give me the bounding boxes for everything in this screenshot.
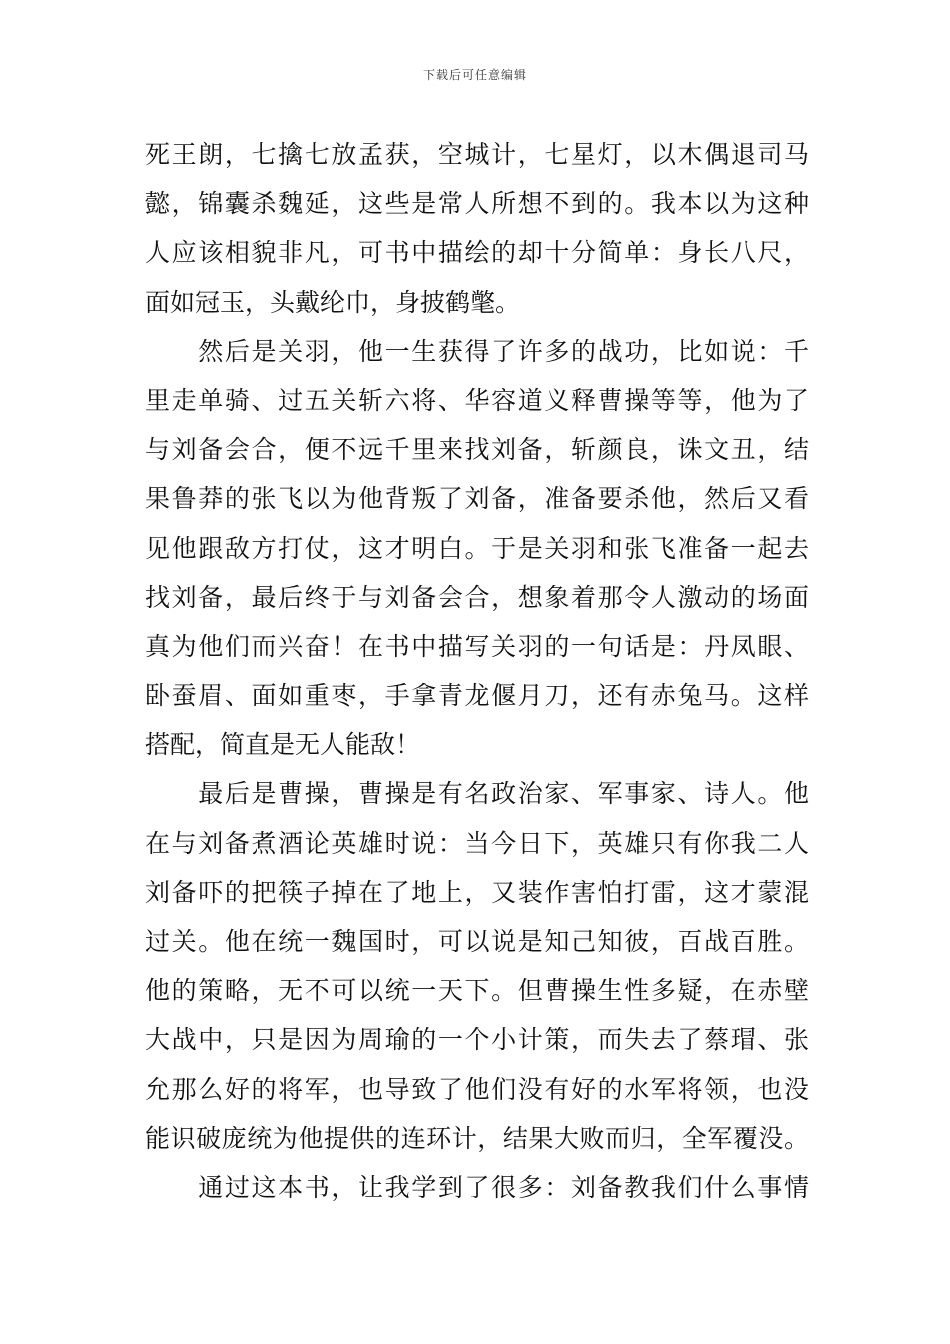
text-line: 果鲁莽的张飞以为他背叛了刘备，准备要杀他，然后又看 [145, 484, 809, 514]
text-line: 真为他们而兴奋！在书中描写关羽的一句话是：丹凤眼、 [145, 631, 809, 661]
text-line: 通过这本书，让我学到了很多：刘备教我们什么事情 [145, 1172, 809, 1202]
text-line: 里走单骑、过五关斩六将、华容道义释曹操等等，他为了 [145, 385, 809, 415]
text-line: 找刘备，最后终于与刘备会合，想象着那令人激动的场面 [145, 582, 809, 612]
text-line: 允那么好的将军，也导致了他们没有好的水军将领，也没 [145, 1074, 809, 1104]
text-line: 见他跟敌方打仗，这才明白。于是关羽和张飞准备一起去 [145, 533, 809, 563]
text-line: 大战中，只是因为周瑜的一个小计策，而失去了蔡瑁、张 [145, 1025, 809, 1055]
text-line: 搭配，简直是无人能敌！ [145, 730, 421, 760]
document-body [145, 130, 809, 1212]
text-line: 懿，锦囊杀魏延，这些是常人所想不到的。我本以为这种 [145, 189, 809, 219]
text-line: 面如冠玉，头戴纶巾，身披鹤氅。 [145, 287, 521, 317]
text-line: 在与刘备煮酒论英雄时说：当今日下，英雄只有你我二人 [145, 828, 809, 858]
text-line: 死王朗，七擒七放孟获，空城计，七星灯，以木偶退司马 [145, 140, 809, 169]
page-header: 下载后可任意编辑 [422, 68, 527, 82]
text-line: 卧蚕眉、面如重枣，手拿青龙偃月刀，还有赤兔马。这样 [145, 681, 809, 711]
text-line: 过关。他在统一魏国时，可以说是知己知彼，百战百胜。 [145, 927, 809, 956]
text-line: 刘备吓的把筷子掉在了地上，又装作害怕打雷，这才蒙混 [145, 877, 809, 907]
text-line: 最后是曹操，曹操是有名政治家、军事家、诗人。他 [145, 779, 809, 809]
text-line: 然后是关羽，他一生获得了许多的战功，比如说：千 [145, 336, 809, 366]
text-line: 人应该相貌非凡，可书中描绘的却十分简单：身长八尺， [145, 238, 809, 268]
text-line: 与刘备会合，便不远千里来找刘备，斩颜良，诛文丑，结 [145, 435, 809, 465]
text-line: 他的策略，无不可以统一天下。但曹操生性多疑，在赤壁 [145, 976, 809, 1006]
text-line: 能识破庞统为他提供的连环计，结果大败而归，全军覆没。 [145, 1123, 809, 1153]
